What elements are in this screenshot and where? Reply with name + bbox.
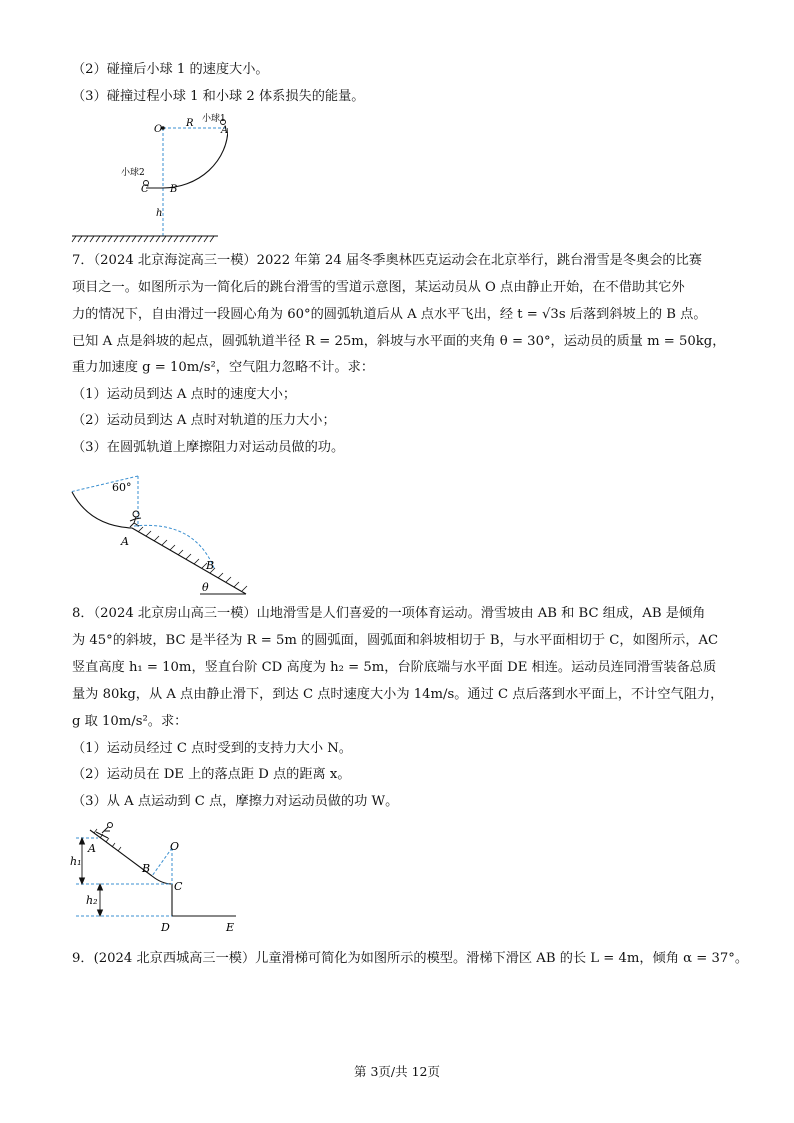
q7-part3: （3）在圆弧轨道上摩擦阻力对运动员做的功。	[72, 440, 345, 455]
q6-figure	[68, 112, 228, 244]
label-O: O	[170, 840, 180, 853]
q8-line2: 为 45°的斜坡，BC 是半径为 R = 5m 的圆弧面，圆弧面和斜坡相切于 B，与水平面相切于 C，如图所示，AC	[72, 633, 719, 648]
label-A: A	[88, 842, 96, 855]
label-60deg: 60°	[112, 481, 132, 494]
q8-line1: 8．（2024 北京房山高三一模）山地滑雪是人们喜爱的一项体育运动。滑雪坡由 AB 和 BC 组成，AB 是倾角	[72, 606, 706, 621]
label-h1: h₁	[70, 855, 82, 868]
q8-line5: g 取 10m/s²。求：	[72, 714, 188, 729]
q8-part3: （3）从 A 点运动到 C 点，摩擦力对运动员做的功 W。	[72, 794, 399, 809]
q7-part1: （1）运动员到达 A 点时的速度大小；	[72, 387, 297, 402]
label-h: h	[156, 208, 163, 219]
q7-part2: （2）运动员到达 A 点时对轨道的压力大小；	[72, 413, 336, 428]
label-A: A	[121, 535, 129, 548]
label-B: B	[142, 862, 151, 875]
label-B: B	[206, 559, 215, 572]
q6-part3: （3）碰撞过程小球 1 和小球 2 体系损失的能量。	[72, 89, 365, 104]
label-B: B	[170, 184, 178, 195]
label-C: C	[141, 184, 149, 195]
q6-part2: （2）碰撞后小球 1 的速度大小。	[72, 62, 269, 77]
q7-figure	[66, 470, 250, 600]
q9-line1: 9．(2024 北京西城高三一模）儿童滑梯可简化为如图所示的模型。滑梯下滑区 AB 的长 L = 4m，倾角 α = 37°。	[72, 951, 749, 966]
label-R: R	[186, 118, 194, 129]
q7-line4: 已知 A 点是斜坡的起点，圆弧轨道半径 R = 25m，斜坡与水平面的夹角 θ = 30°，运动员的质量 m = 50kg，	[72, 334, 726, 349]
label-D: D	[161, 921, 170, 934]
q8-part1: （1）运动员经过 C 点时受到的支持力大小 N。	[72, 741, 352, 756]
q8-figure	[66, 820, 252, 936]
q8-line3: 竖直高度 h₁ = 10m，竖直台阶 CD 高度为 h₂ = 5m，台阶底端与水平面 DE 相连。运动员连同滑雪装备总质	[72, 660, 717, 675]
label-E: E	[226, 921, 235, 934]
q7-line2: 项目之一。如图所示为一简化后的跳台滑雪的雪道示意图，某运动员从 O 点由静止开始，在不借助其它外	[72, 280, 685, 295]
label-theta: θ	[202, 581, 209, 594]
label-h2: h₂	[86, 894, 98, 907]
skier-icon	[130, 511, 141, 527]
label-ball2: 小球2	[121, 168, 145, 178]
label-O: O	[154, 124, 163, 135]
label-ball1: 小球1	[202, 114, 226, 124]
label-C: C	[174, 880, 183, 893]
q8-line4: 量为 80kg，从 A 点由静止滑下，到达 C 点时速度大小为 14m/s。通过 C 点后落到水平面上，不计空气阻力，	[72, 687, 724, 702]
q7-line1: 7．（2024 北京海淀高三一模）2022 年第 24 届冬季奥林匹克运动会在北京举行，跳台滑雪是冬奥会的比赛	[72, 253, 702, 268]
label-A: A	[221, 125, 228, 136]
q7-line3: 力的情况下，自由滑过一段圆心角为 60°的圆弧轨道后从 A 点水平飞出，经 t = √3s 后落到斜坡上的 B 点。	[72, 307, 707, 322]
q8-part2: （2）运动员在 DE 上的落点距 D 点的距离 x。	[72, 767, 351, 782]
q7-line5: 重力加速度 g = 10m/s²，空气阻力忽略不计。求：	[72, 360, 375, 375]
page-footer: 第 3页/共 12页	[353, 1064, 441, 1079]
